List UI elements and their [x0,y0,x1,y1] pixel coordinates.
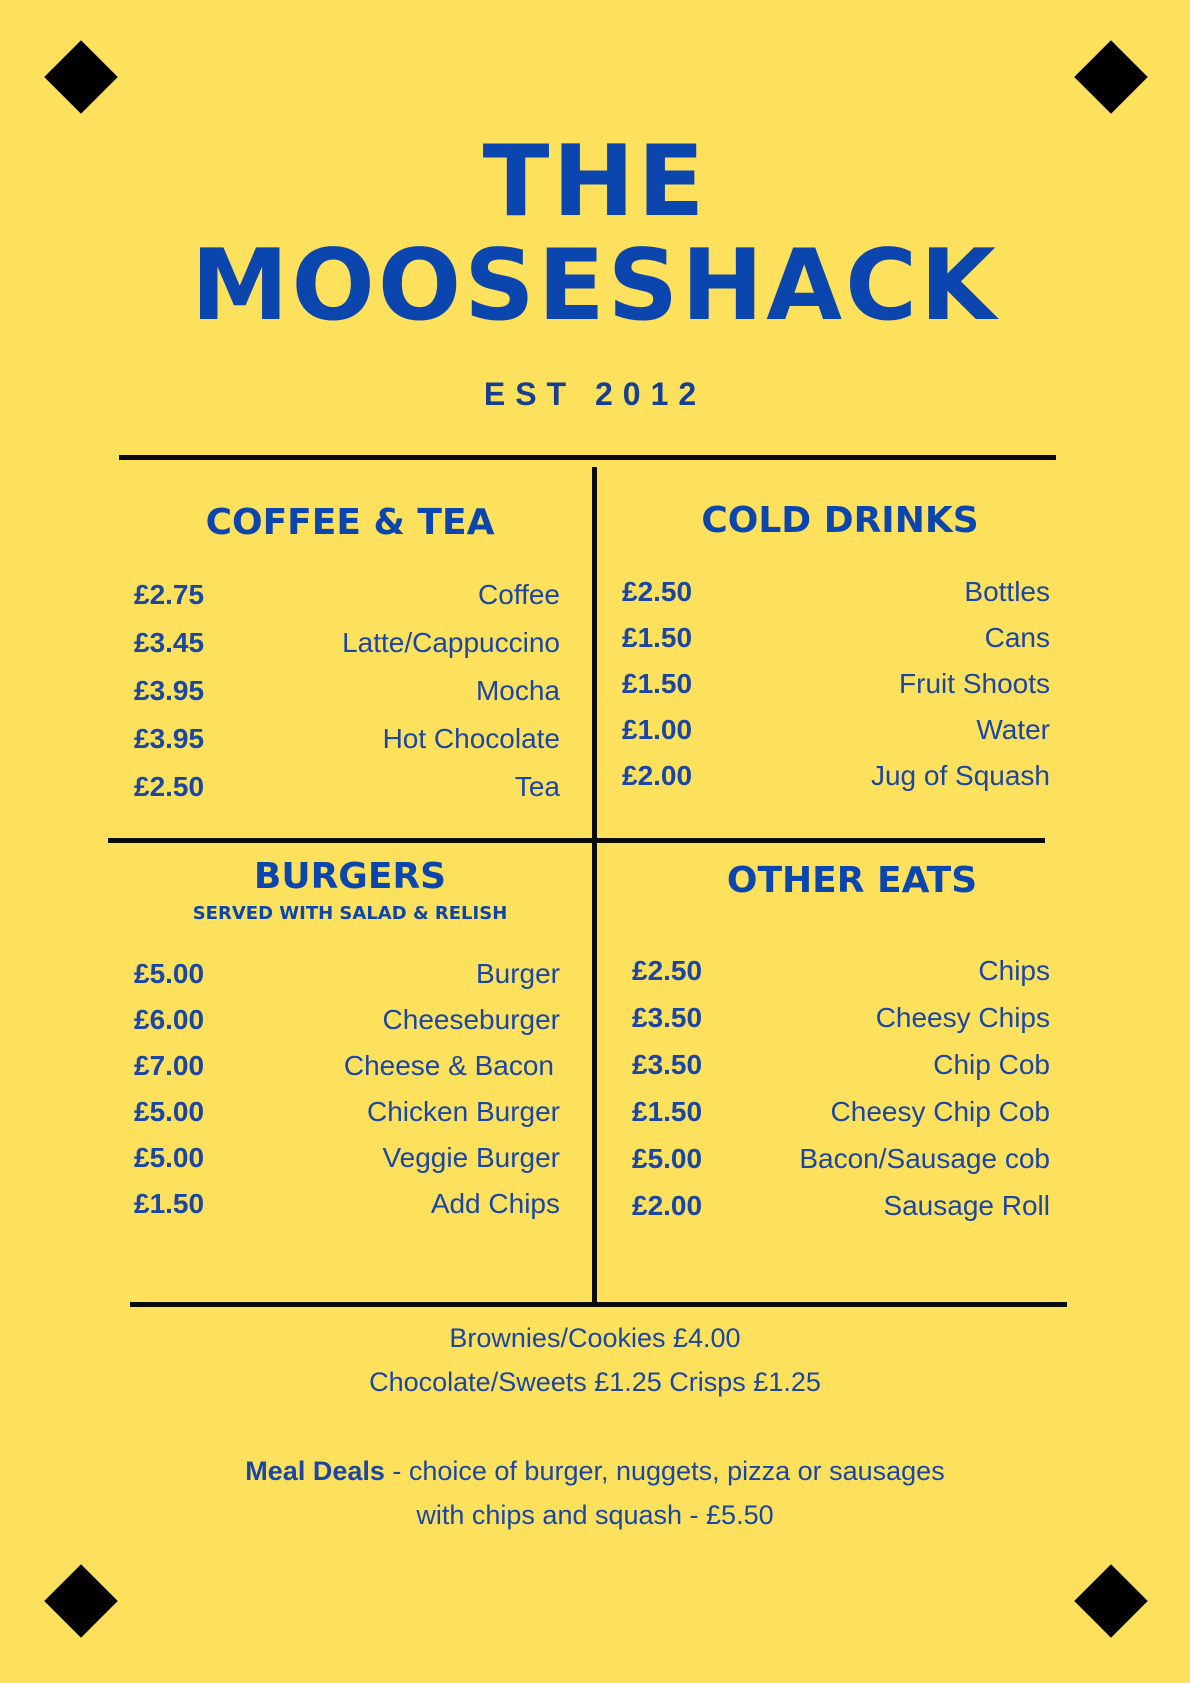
item-price: £3.95 [134,723,205,754]
item-name: Chicken Burger [367,1096,560,1127]
section-title-cold-drinks: COLD DRINKS [701,500,979,541]
divider-vertical [592,467,597,1304]
section-subtitle-burgers: SERVED WITH SALAD & RELISH [192,903,508,924]
item-price: £3.50 [632,1002,703,1033]
corner-diamond-top-right [1074,40,1148,114]
item-price: £5.00 [632,1143,703,1174]
meal-deal-label: Meal Deals [245,1456,385,1486]
item-name: Hot Chocolate [382,723,560,754]
item-name: Cheeseburger [382,1004,560,1035]
item-name: Chips [978,955,1050,986]
item-price: £1.50 [134,1188,205,1219]
divider-middle-right [597,838,1045,843]
item-price: £3.45 [134,627,205,658]
section-title-burgers: BURGERS [253,856,447,897]
item-price: £2.50 [632,955,703,986]
item-price: £5.00 [134,1142,205,1173]
item-name: Tea [514,771,560,802]
menu-item [632,998,1050,1038]
item-price: £1.50 [622,668,693,699]
item-price: £3.50 [632,1049,703,1080]
menu-item [134,623,560,663]
item-name: Cheese & Bacon [343,1050,554,1081]
item-name: Jug of Squash [870,760,1050,791]
item-name: Sausage Roll [883,1190,1050,1221]
menu-item [632,1186,1050,1226]
item-name: Latte/Cappuccino [342,627,560,658]
item-name: Mocha [475,675,560,706]
menu-item [134,575,560,615]
item-name: Cans [984,622,1050,653]
meal-deal-line-2: with chips and squash - £5.50 [416,1500,774,1530]
title-line-2: MOOSESHACK [191,229,999,343]
item-name: Water [976,714,1050,745]
item-price: £1.00 [622,714,693,745]
item-name: Veggie Burger [382,1142,560,1173]
established-label: EST 2012 [483,376,707,412]
section-title-coffee-tea: COFFEE & TEA [205,502,495,543]
menu-item [134,1184,560,1224]
item-price: £5.00 [134,958,205,989]
corner-diamond-top-left [44,40,118,114]
item-name: Cheesy Chip Cob [830,1096,1050,1127]
menu-item [622,710,1050,750]
item-price: £7.00 [134,1050,205,1081]
item-price: £2.00 [632,1190,703,1221]
menu-item [134,1046,560,1086]
menu-item [622,756,1050,796]
item-price: £2.50 [134,771,205,802]
menu-item [622,664,1050,704]
menu-item [622,618,1050,658]
item-name: Bacon/Sausage cob [799,1143,1050,1174]
meal-deal-line-1 [0,1456,1190,1487]
menu-item [632,1045,1050,1085]
item-price: £2.75 [134,579,205,610]
title-line-1: THE [482,125,708,239]
divider-middle-left [108,838,597,843]
menu-item [134,719,560,759]
menu-item [134,1138,560,1178]
footer-extras-line-1: Brownies/Cookies £4.00 [449,1323,741,1353]
item-name: Bottles [964,576,1050,607]
item-name: Coffee [478,579,560,610]
menu-item [622,572,1050,612]
menu-item [632,951,1050,991]
item-name: Chip Cob [933,1049,1050,1080]
menu-item [134,1092,560,1132]
menu-item [134,1000,560,1040]
item-price: £2.50 [622,576,693,607]
item-name: Burger [475,958,560,989]
menu-item [134,671,560,711]
item-name: Fruit Shoots [899,668,1050,699]
divider-bottom [130,1302,1067,1307]
menu-item [632,1139,1050,1179]
corner-diamond-bottom-right [1074,1564,1148,1638]
menu-item [632,1092,1050,1132]
item-price: £3.95 [134,675,205,706]
section-title-other-eats: OTHER EATS [726,860,978,901]
item-price: £5.00 [134,1096,205,1127]
item-price: £1.50 [622,622,693,653]
item-price: £2.00 [622,760,693,791]
item-price: £6.00 [134,1004,205,1035]
item-name: Add Chips [430,1188,560,1219]
divider-top [119,455,1056,460]
item-price: £1.50 [632,1096,703,1127]
item-name: Cheesy Chips [875,1002,1050,1033]
meal-deal-text: - choice of burger, nuggets, pizza or sausages [384,1456,945,1486]
footer-extras-line-2: Chocolate/Sweets £1.25 Crisps £1.25 [369,1367,821,1397]
corner-diamond-bottom-left [44,1564,118,1638]
menu-item [134,954,560,994]
menu-item [134,767,560,807]
